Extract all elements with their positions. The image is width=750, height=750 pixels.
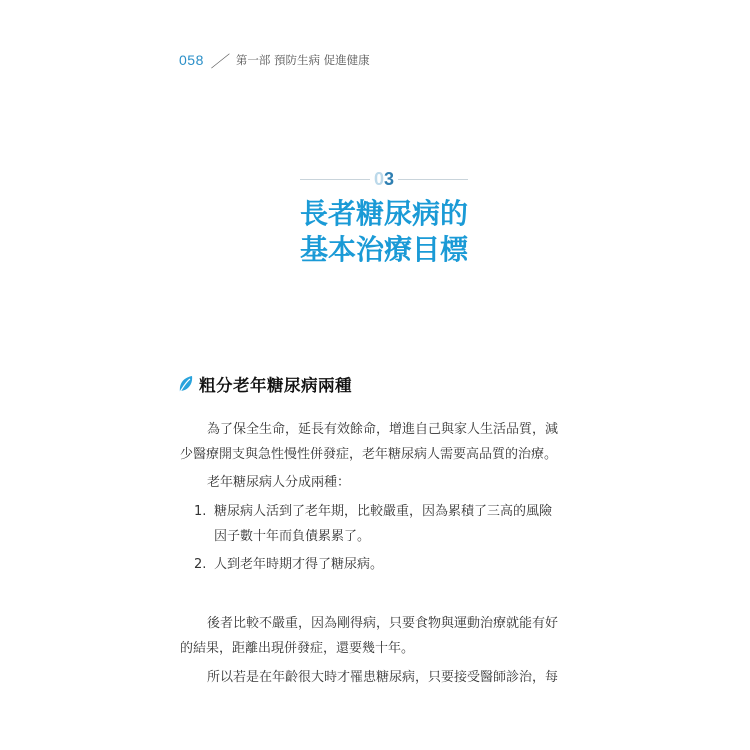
paragraph-3-line-1: 後者比較不嚴重，因為剛得病，只要食物與運動治療就能有好: [207, 616, 559, 631]
chapter-title-line-2: 基本治療目標: [299, 233, 468, 266]
chapter-number: [374, 169, 394, 190]
section-heading-text: 粗分老年糖尿病兩種: [199, 376, 352, 395]
chapter-rule-left: [300, 179, 370, 180]
running-header: [179, 50, 370, 70]
chapter-number-digit-1: 0: [373, 168, 384, 189]
paragraph-2-line: 老年糖尿病人分成兩種：: [207, 475, 351, 490]
paragraph-4-line: 所以若是在年齡很大時才罹患糖尿病，只要接受醫師診治，每: [207, 670, 559, 685]
chapter-number-digit-2: 3: [384, 168, 395, 189]
section-heading: [177, 372, 352, 396]
list-item-2: [194, 552, 590, 577]
page-number: 058: [179, 52, 204, 68]
paragraph-1: [180, 417, 590, 467]
list-marker-1: 1.: [194, 504, 207, 519]
paragraph-1-line-2: 少醫療開支與急性慢性併發症，老年糖尿病人需要高品質的治療。: [180, 447, 558, 462]
header-separator: ／: [210, 53, 227, 71]
running-head-title: 第一部 預防生病 促進健康: [235, 53, 370, 67]
chapter-rule-right: [398, 179, 468, 180]
list-item-2-text: 人到老年時期才得了糖尿病。: [214, 557, 384, 572]
paragraph-1-line-1: 為了保全生命，延長有效餘命，增進自己與家人生活品質，減: [207, 422, 559, 437]
paragraph-3: [180, 611, 590, 661]
list-item-1-text: [214, 499, 590, 549]
leaf-icon: [177, 374, 195, 394]
list-item-1: [194, 499, 590, 549]
chapter-number-row: [300, 168, 468, 190]
paragraph-3-line-2: 的結果，距離出現併發症，還要幾十年。: [180, 641, 415, 656]
paragraph-4: [180, 665, 590, 690]
list-marker-2: 2.: [194, 557, 207, 572]
paragraph-2: [180, 470, 590, 495]
chapter-title: [250, 196, 518, 268]
chapter-title-line-1: 長者糖尿病的: [299, 197, 468, 230]
list-item-1-line-2: 因子數十年而負債累累了。: [214, 529, 371, 544]
list-item-1-line-1: 糖尿病人活到了老年期，比較嚴重，因為累積了三高的風險: [214, 504, 553, 519]
